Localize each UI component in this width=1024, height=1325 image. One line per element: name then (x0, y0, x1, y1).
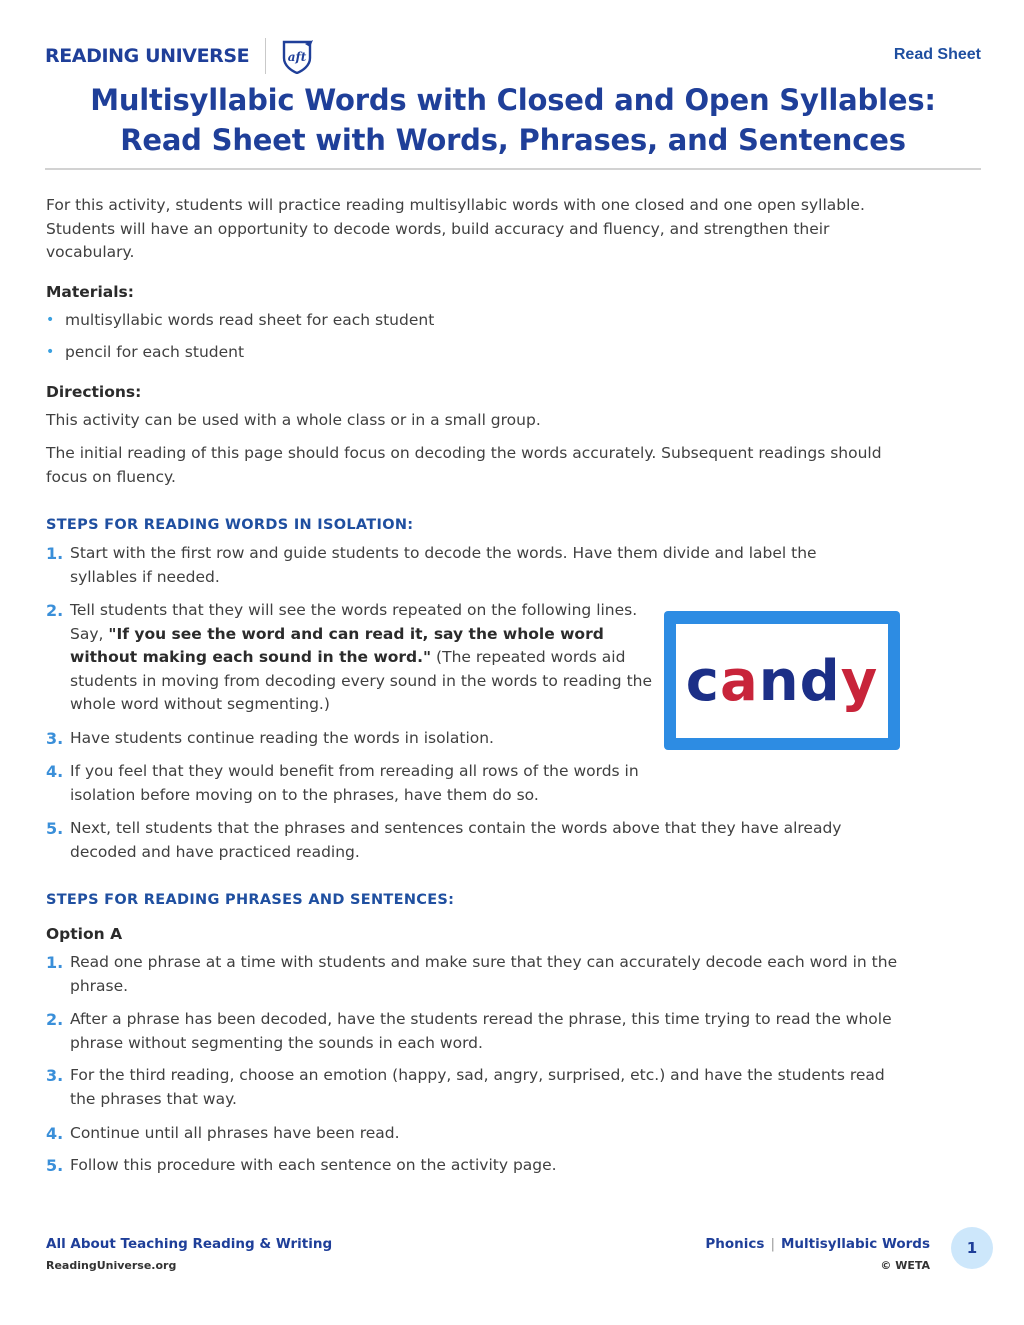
step-number: 5. (46, 819, 64, 838)
step-number: 4. (46, 1124, 64, 1143)
step-number: 5. (46, 1156, 64, 1175)
step-number: 3. (46, 1066, 64, 1085)
page-title (45, 80, 981, 160)
step-text-part: (The repeated words aid students in moving from decoding every sound in the words to reading the whole word without segmenting.) (70, 648, 653, 713)
step-text: Follow this procedure with each sentence on the activity page. (70, 1156, 557, 1174)
materials-item (46, 309, 434, 333)
phrases-step (46, 1122, 900, 1146)
step-text: Start with the first row and guide students to decode the words. Have them divide and label the syllables if needed. (70, 544, 817, 586)
isolation-steps-heading: STEPS FOR READING WORDS IN ISOLATION: (46, 517, 414, 533)
isolation-step (46, 760, 655, 807)
page-header (45, 36, 981, 76)
isolation-step (46, 542, 870, 589)
isolation-step (46, 599, 655, 717)
step-number: 2. (46, 1010, 64, 1029)
bullet-icon: • (46, 312, 55, 328)
consonant-letter: c (685, 648, 720, 714)
page-number-badge: 1 (951, 1227, 993, 1269)
step-text: Have students continue reading the words in isolation. (70, 729, 494, 747)
step-quote: "If you see the word and can read it, say the whole word without making each sound in the word." (70, 624, 604, 666)
footer-series-title: All About Teaching Reading & Writing (46, 1236, 333, 1252)
step-text: After a phrase has been decoded, have the students reread the phrase, this time trying to read the whole phrase without segmenting the sounds in each word. (70, 1010, 892, 1052)
step-text: If you feel that they would benefit from rereading all rows of the words in isolation before moving on to the phrases, have them do so. (70, 762, 639, 804)
step-text: Read one phrase at a time with students and make sure that they can accurately decode each word in the phrase. (70, 953, 898, 995)
materials-item-text: pencil for each student (65, 343, 245, 361)
step-number: 2. (46, 601, 64, 620)
word-card-candy (664, 611, 900, 750)
vowel-letter: a (719, 648, 759, 714)
materials-item (46, 341, 244, 365)
consonant-letter: nd (758, 648, 841, 714)
document-type-label: Read Sheet (893, 46, 981, 63)
bullet-icon: • (46, 344, 55, 360)
step-number: 3. (46, 729, 64, 748)
aft-logo-icon (280, 38, 316, 74)
step-number: 1. (46, 953, 64, 972)
phrases-step (46, 1008, 900, 1055)
directions-label: Directions: (46, 383, 142, 401)
directions-paragraph: This activity can be used with a whole class or in a small group. (46, 411, 541, 429)
isolation-step (46, 817, 890, 864)
step-text: Continue until all phrases have been read. (70, 1124, 400, 1142)
directions-paragraph: The initial reading of this page should focus on decoding the words accurately. Subsequent readings should focus on fluency. (46, 444, 882, 486)
step-text: Next, tell students that the phrases and sentences contain the words above that they have already decoded and have practiced reading. (70, 819, 842, 861)
title-divider (45, 168, 981, 170)
svg-text:aft: aft (288, 50, 307, 64)
phrases-step (46, 1154, 900, 1178)
phrases-steps-heading: STEPS FOR READING PHRASES AND SENTENCES: (46, 892, 455, 908)
footer-category[interactable]: Multisyllabic Words (781, 1236, 930, 1252)
logo-wordmark (45, 45, 249, 67)
logo-divider (265, 38, 266, 74)
step-number: 1. (46, 544, 64, 563)
step-text: For the third reading, choose an emotion (happy, sad, angry, surprised, etc.) and have the students read the phrases that way. (70, 1066, 885, 1108)
materials-item-text: multisyllabic words read sheet for each student (65, 311, 435, 329)
footer-copyright: © WETA (880, 1259, 930, 1272)
footer-category[interactable]: Phonics (705, 1236, 765, 1252)
option-label: Option A (46, 925, 123, 943)
vowel-letter: y (840, 648, 879, 714)
word-card-text (686, 649, 878, 714)
step-text-part: Tell students that they will see the words repeated on the following lines. Say, (70, 601, 638, 643)
word-card-inner (676, 624, 888, 738)
logo-word-universe: UNIVERSE (145, 45, 250, 67)
materials-label: Materials: (46, 283, 134, 301)
title-line-2: Read Sheet with Words, Phrases, and Sentences (120, 123, 906, 157)
logo-word-reading: READING (45, 45, 139, 67)
step-text (70, 599, 655, 717)
reading-universe-logo[interactable] (45, 38, 316, 74)
isolation-step (46, 727, 655, 751)
phrases-step (46, 951, 910, 998)
phrases-step (46, 1064, 900, 1111)
footer-site-link[interactable]: ReadingUniverse.org (46, 1259, 177, 1272)
footer-separator: | (770, 1236, 775, 1252)
intro-paragraph: For this activity, students will practice reading multisyllabic words with one closed and one open syllable. Students will have an opportunity to decode words, build accuracy and fluency, and strengthen their vocabulary. (46, 196, 865, 261)
step-number: 4. (46, 762, 64, 781)
title-line-1: Multisyllabic Words with Closed and Open Syllables: (90, 83, 936, 117)
footer-categories (705, 1236, 930, 1252)
